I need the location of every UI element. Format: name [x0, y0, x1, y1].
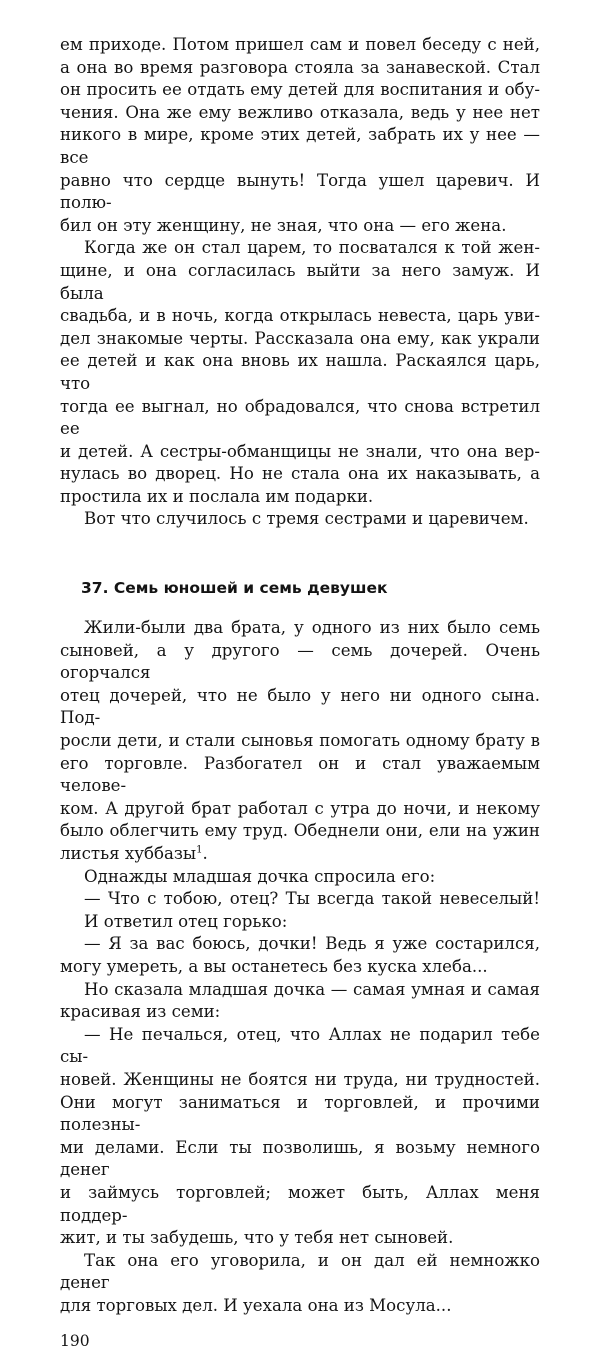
- section-spacer: [60, 531, 540, 577]
- text-line: и займусь торговлей; может быть, Аллах меня поддер-: [60, 1182, 540, 1225]
- text-line: щине, и она согласилась выйти за него замуж. И была: [60, 260, 540, 303]
- text-line: нулась во дворец. Но не стала она их наказывать, а: [60, 464, 540, 484]
- text-line: — Что с тобою, отец? Ты всегда такой невеселый!: [84, 889, 540, 909]
- text-line: равно что сердце вынуть! Тогда ушел царевич. И полю-: [60, 170, 540, 213]
- text-line: простила их и послала им подарки.: [60, 486, 374, 506]
- text-line: никого в мире, кроме этих детей, забрать их у нее — все: [60, 125, 540, 167]
- story-heading: 37. Семь юношей и семь девушек: [81, 579, 388, 598]
- text-line: [60, 843, 540, 866]
- paragraph-smartest: [60, 979, 540, 1024]
- paragraph-ending: [60, 508, 540, 531]
- text-line: отец дочерей, что не было у него ни одного сына. Под-: [60, 685, 540, 728]
- text-line: росли дети, и стали сыновья помогать одному брату в: [60, 731, 540, 751]
- text-line: И ответил отец горько:: [84, 911, 288, 931]
- text-line: — Не печалься, отец, что Аллах не подарил тебе сы-: [60, 1024, 540, 1067]
- text-line: сыновей, а у другого — семь дочерей. Очень огорчался: [60, 640, 540, 683]
- section-spacer: [60, 1317, 540, 1331]
- text-line: Когда же он стал царем, то посватался к той жен-: [84, 238, 540, 258]
- text-line: Так она его уговорила, и он дал ей немножко денег: [60, 1250, 540, 1293]
- text-line: чения. Она же ему вежливо отказала, ведь у нее нет: [60, 102, 540, 122]
- text-line: он просить ее отдать ему детей для воспитания и обу-: [60, 80, 540, 100]
- text-line: ком. А другой брат работал с утра до ночи, и некому: [60, 798, 540, 818]
- text-line: свадьба, и в ночь, когда открылась невеста, царь уви-: [60, 306, 540, 326]
- text-line: дел знакомые черты. Рассказала она ему, как украли: [60, 328, 540, 348]
- text-line: было облегчить ему труд. Обеднели они, ели на ужин: [60, 821, 540, 841]
- text-line: Жили-были два брата, у одного из них было семь: [84, 618, 540, 638]
- paragraph-daughter-reply: [60, 1024, 540, 1250]
- page-number: 190: [60, 1332, 90, 1351]
- text-line: — Я за вас боюсь, дочки! Ведь я уже состарился,: [84, 934, 540, 954]
- text-line: а она во время разговора стояла за занавеской. Стал: [60, 57, 540, 77]
- text-line: и детей. А сестры-обманщицы не знали, что она вер-: [60, 441, 540, 461]
- paragraph-wedding: [60, 237, 540, 508]
- text-line: для торговых дел. И уехала она из Мосула...: [60, 1295, 452, 1315]
- paragraph-answered: [60, 911, 540, 934]
- text-line: Однажды младшая дочка спросила его:: [84, 866, 436, 886]
- text-line: ем приходе. Потом пришел сам и повел беседу с ней,: [60, 35, 540, 54]
- text-line: красивая из семи:: [60, 1002, 221, 1022]
- section-spacer: [60, 599, 540, 617]
- paragraph-persuaded: [60, 1250, 540, 1318]
- text-line: бил он эту женщину, не зная, что она — его жена.: [60, 215, 507, 235]
- book-page: [60, 34, 540, 1351]
- text-line: тогда ее выгнал, но обрадовался, что снова встретил ее: [60, 396, 540, 439]
- text-line: Вот что случилось с тремя сестрами и царевичем.: [84, 509, 529, 529]
- text-line: Они могут заниматься и торговлей, и прочими полезны-: [60, 1092, 540, 1135]
- text-line: ее детей и как она вновь их нашла. Раскаялся царь, что: [60, 351, 540, 393]
- text-line: жит, и ты забудешь, что у тебя нет сыновей.: [60, 1228, 454, 1248]
- paragraph-intro: [60, 34, 540, 237]
- text-line: могу умереть, а вы останетесь без куска хлеба...: [60, 956, 488, 976]
- paragraph-asked: [60, 866, 540, 889]
- footnote-marker[interactable]: 1: [196, 844, 203, 856]
- text-fragment: .: [202, 844, 208, 863]
- paragraph-father: [60, 933, 540, 978]
- text-fragment: листья хуббазы: [60, 844, 197, 863]
- text-line: новей. Женщины не боятся ни труда, ни трудностей.: [60, 1069, 540, 1089]
- paragraph-daughter-question: [60, 888, 540, 911]
- text-line: ми делами. Если ты позволишь, я возьму немного денег: [60, 1137, 540, 1180]
- text-line: его торговле. Разбогател он и стал уважаемым челове-: [60, 753, 540, 796]
- text-line: Но сказала младшая дочка — самая умная и самая: [84, 979, 540, 999]
- paragraph-brothers: [60, 617, 540, 866]
